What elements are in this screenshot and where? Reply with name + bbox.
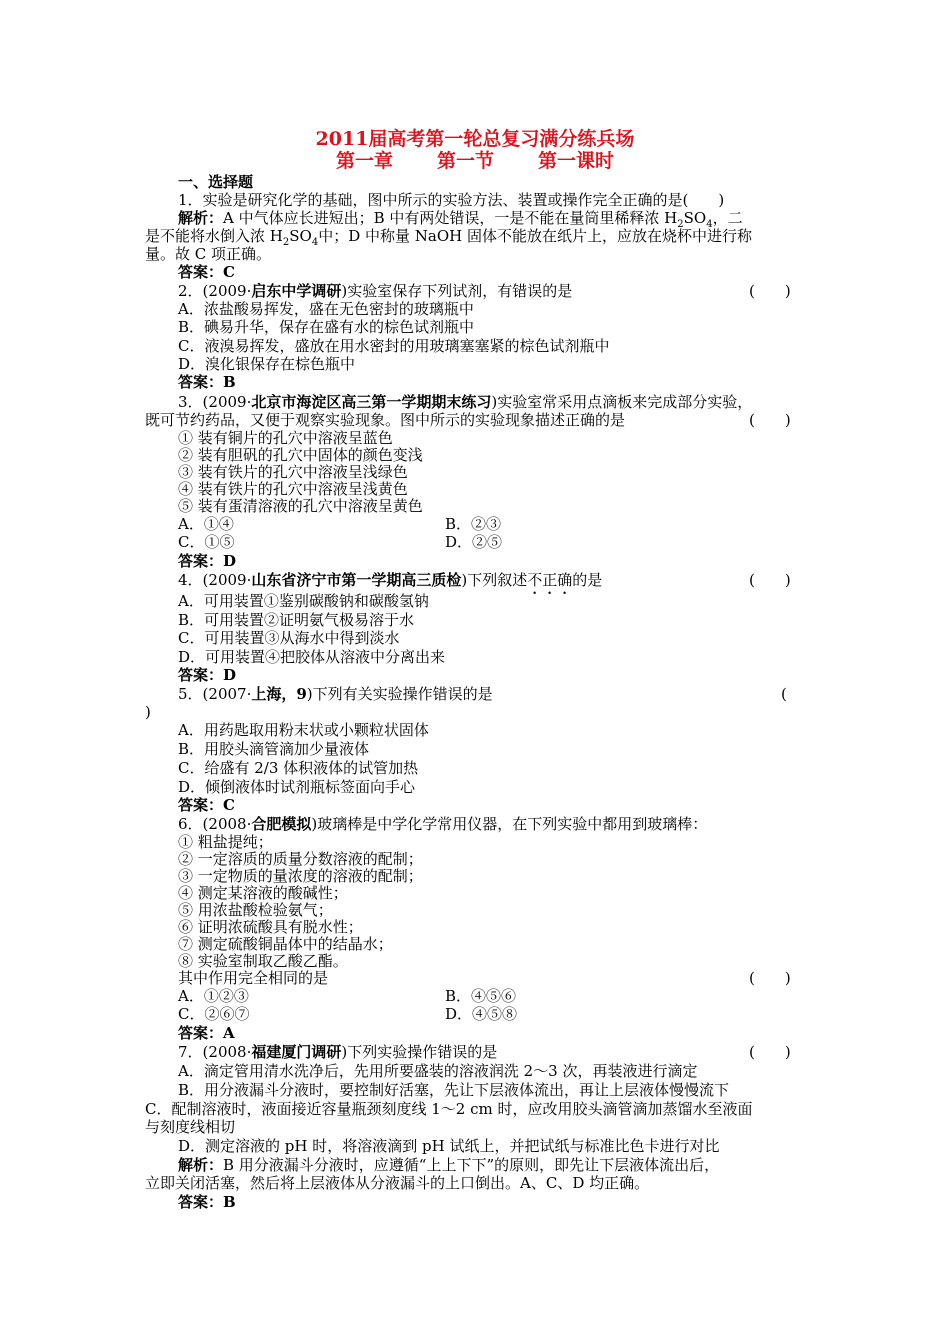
q6-option-c: C．②⑥⑦ xyxy=(178,1005,250,1023)
q2-option-d: D．溴化银保存在棕色瓶中 xyxy=(178,355,356,373)
q7-analysis-text: B 用分液漏斗分液时，应遵循“上上下下”的原则，即先让下层液体流出后， xyxy=(223,1156,720,1174)
q2-answer: 答案：B xyxy=(178,373,236,391)
q6-item-3: ③ 一定物质的量浓度的溶液的配制； xyxy=(178,867,423,885)
q2-prefix: 2．(2009· xyxy=(178,282,252,300)
chapter-heading xyxy=(0,150,950,172)
q6-item-2: ② 一定溶质的质量分数溶液的配制； xyxy=(178,850,423,868)
q6-answer: 答案：A xyxy=(178,1024,235,1042)
lesson-label: 第一课时 xyxy=(538,150,615,172)
q7-analysis-line1 xyxy=(178,1156,719,1174)
q1-analysis-formula: SO xyxy=(683,209,707,227)
q1-analysis-line1: 解析：A 中气体应长进短出；B 中有两处错误，一是不能在量筒里稀释浓 $H_2SO_4$，二 xyxy=(178,209,743,230)
q5-option-b: B．用胶头滴管滴加少量液体 xyxy=(178,740,370,758)
q3-option-d: D．②⑤ xyxy=(445,533,503,551)
q6-item-1: ① 粗盐提纯； xyxy=(178,833,273,851)
q5-answer: 答案：C xyxy=(178,796,235,814)
q3-option-c: C．①⑤ xyxy=(178,533,235,551)
q7-option-a: A．滴定管用清水洗净后，先用所要盛装的溶液润洗 2～3 次，再装液进行滴定 xyxy=(178,1062,698,1080)
q7-option-b: B．用分液漏斗分液时，要控制好活塞，先让下层液体流出，再让上层液体慢慢流下 xyxy=(178,1081,730,1099)
q4-option-c: C．可用装置③从海水中得到淡水 xyxy=(178,629,400,647)
q1-answer: 答案：C xyxy=(178,263,235,281)
q6-item-6: ⑥ 证明浓硫酸具有脱水性； xyxy=(178,918,363,936)
q7-text: )下列实验操作错误的是 xyxy=(341,1043,498,1061)
q1-stem: 1．实验是研究化学的基础，图中所示的实验方法、装置或操作完全正确的是( ) xyxy=(178,191,725,209)
q3-source: 北京市海淀区高三第一学期期末练习 xyxy=(251,393,492,411)
analysis-label: 解析： xyxy=(178,209,224,227)
q7-stem xyxy=(178,1043,497,1061)
page-title: 2011届高考第一轮总复习满分练兵场 xyxy=(315,128,635,150)
q6-source: 合肥模拟 xyxy=(251,815,312,833)
q4-emphasis: 不正确 xyxy=(527,571,573,589)
q3-answer: 答案：D xyxy=(178,552,237,570)
q1-analysis-formula: SO xyxy=(289,227,312,245)
section-label: 第一节 xyxy=(436,150,494,172)
q4-text: )下列叙述 xyxy=(461,571,528,589)
answer-blank: ( ) xyxy=(749,282,791,300)
answer-blank: ( ) xyxy=(749,1043,791,1061)
q6-text: )玻璃棒是中学化学常用仪器，在下列实验中都用到玻璃棒： xyxy=(311,815,708,833)
q1-analysis-text: A 中气体应长进短出；B 中有两处错误，一是不能在量筒里稀释浓 H xyxy=(223,209,678,227)
q4-option-d: D．可用装置④把胶体从溶液中分离出来 xyxy=(178,648,446,666)
q2-text: )实验室保存下列试剂，有错误的是 xyxy=(341,282,573,300)
q7-answer: 答案：B xyxy=(178,1193,236,1211)
q4-answer: 答案：D xyxy=(178,666,237,684)
q3-option-b: B．②③ xyxy=(445,515,502,533)
q2-source: 启东中学调研 xyxy=(251,282,342,300)
q6-prefix: 6．(2008· xyxy=(178,815,252,833)
q2-stem xyxy=(178,282,572,300)
q6-option-b: B．④⑤⑥ xyxy=(445,987,517,1005)
q5-prefix: 5．(2007· xyxy=(178,685,252,703)
q4-source: 山东省济宁市第一学期高三质检 xyxy=(251,571,462,589)
q4-option-b: B．可用装置②证明氨气极易溶于水 xyxy=(178,611,415,629)
q6-item-8: ⑧ 实验室制取乙酸乙酯。 xyxy=(178,952,348,970)
q2-option-b: B．碘易升华，保存在盛有水的棕色试剂瓶中 xyxy=(178,318,475,336)
q5-source: 上海，9 xyxy=(251,685,307,703)
q3-item-5: ⑤ 装有蛋清溶液的孔穴中溶液呈黄色 xyxy=(178,497,423,515)
q6-option-d: D．④⑤⑧ xyxy=(445,1005,518,1023)
q7-source: 福建厦门调研 xyxy=(251,1043,342,1061)
q6-item-4: ④ 测定某溶液的酸碱性； xyxy=(178,884,348,902)
q7-prefix: 7．(2008· xyxy=(178,1043,252,1061)
q5-option-a: A．用药匙取用粉末状或小颗粒状固体 xyxy=(178,721,429,739)
q6-item-7: ⑦ 测定硫酸铜晶体中的结晶水； xyxy=(178,935,393,953)
q7-option-d: D．测定溶液的 pH 时，将溶液滴到 pH 试纸上，并把试纸与标准比色卡进行对比 xyxy=(178,1137,720,1155)
q1-analysis-line2: 是不能将水倒入浓 $H_2SO_4$中；D 中称量 NaOH 固体不能放在纸片上，应放在烧杯中进行称 xyxy=(145,227,752,248)
q4-prefix: 4．(2009· xyxy=(178,571,252,589)
q5-option-d: D．倾倒液体时试剂瓶标签面向手心 xyxy=(178,778,416,796)
q6-option-a: A．①②③ xyxy=(178,987,249,1005)
q3-item-3: ③ 装有铁片的孔穴中溶液呈浅绿色 xyxy=(178,463,408,481)
q3-text: )实验室常采用点滴板来完成部分实验， xyxy=(491,393,753,411)
q3-stem-line2: 既可节约药品，又便于观察实验现象。图中所示的实验现象描述正确的是 xyxy=(145,411,626,429)
q7-option-c: C．配制溶液时，液面接近容量瓶颈刻度线 1～2 cm 时，应改用胶头滴管滴加蒸馏水至液面 xyxy=(145,1100,753,1118)
q3-item-2: ② 装有胆矾的孔穴中固体的颜色变浅 xyxy=(178,446,423,464)
q7-analysis-line2: 立即关闭活塞，然后将上层液体从分液漏斗的上口倒出。A、C、D 均正确。 xyxy=(145,1174,650,1192)
q5-stem xyxy=(178,685,493,703)
answer-blank: ( ) xyxy=(749,571,791,589)
q3-item-4: ④ 装有铁片的孔穴中溶液呈浅黄色 xyxy=(178,480,408,498)
analysis-label: 解析： xyxy=(178,1156,224,1174)
q5-text: )下列有关实验操作错误的是 xyxy=(306,685,493,703)
q3-option-a: A．①④ xyxy=(178,515,234,533)
q6-question: 其中作用完全相同的是 xyxy=(178,969,329,987)
q1-analysis-text: 中；D 中称量 NaOH 固体不能放在纸片上，应放在烧杯中进行称 xyxy=(318,227,752,245)
q3-item-1: ① 装有铜片的孔穴中溶液呈蓝色 xyxy=(178,429,393,447)
answer-paren-close: ) xyxy=(145,703,151,721)
q5-option-c: C．给盛有 2/3 体积液体的试管加热 xyxy=(178,759,419,777)
q1-analysis-text: ，二 xyxy=(712,209,743,227)
q7-option-c-cont: 与刻度线相切 xyxy=(145,1118,236,1136)
q2-option-c: C．液溴易挥发，盛放在用水密封的用玻璃塞塞紧的棕色试剂瓶中 xyxy=(178,337,610,355)
q4-option-a: A．可用装置①鉴别碳酸钠和碳酸氢钠 xyxy=(178,592,429,610)
chapter-label: 第一章 xyxy=(335,150,393,172)
q1-analysis-text: 是不能将水倒入浓 H xyxy=(145,227,283,245)
answer-blank: ( ) xyxy=(749,411,791,429)
q1-analysis-line3: 量。故 C 项正确。 xyxy=(145,245,272,263)
q2-option-a: A．浓盐酸易挥发，盛在无色密封的玻璃瓶中 xyxy=(178,300,474,318)
q4-text: 的是 xyxy=(572,571,603,589)
answer-blank: ( ) xyxy=(749,969,791,987)
q6-stem xyxy=(178,815,707,833)
q6-item-5: ⑤ 用浓盐酸检验氨气； xyxy=(178,901,333,919)
q3-stem xyxy=(178,393,752,411)
q3-prefix: 3．(2009· xyxy=(178,393,252,411)
section-heading: 一、选择题 xyxy=(178,173,254,191)
answer-paren-open: ( xyxy=(781,685,787,703)
